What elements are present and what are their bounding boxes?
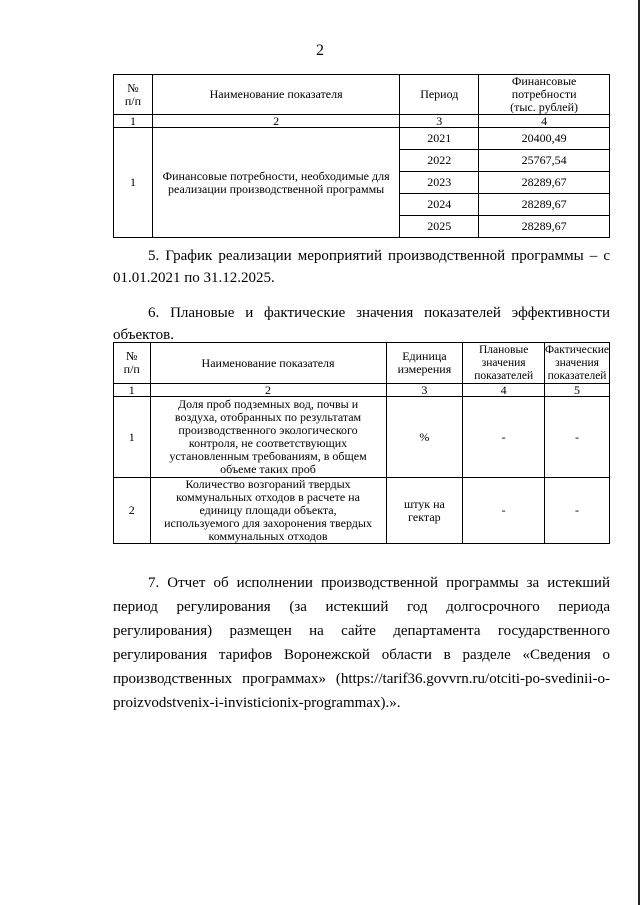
paragraph-report: 7. Отчет об исполнении производственной программы за истекший период регулирования (за истекший год долгосрочного периода регулирования) размещен на сайте департамента государственного регулирования тарифов Воронежской области в разделе «Сведения о производственных программах» (https://tarif36.govvrn.ru/otciti-po-svedinii-o-proizvodstvenix-i-invisticionix-programmax).». bbox=[113, 575, 610, 711]
table-header-row bbox=[114, 75, 610, 115]
table-row bbox=[114, 397, 610, 478]
table-row bbox=[114, 128, 610, 150]
period-year: 2021 bbox=[400, 128, 479, 150]
header-financial-needs: Финансовые потребности (тыс. рублей) bbox=[479, 75, 610, 115]
row-unit: % bbox=[386, 397, 463, 478]
header-actual-values: Фактические значения показателей bbox=[545, 343, 609, 382]
row-num: 1 bbox=[114, 128, 153, 238]
index-cell: 2 bbox=[150, 384, 386, 397]
index-cell: 1 bbox=[114, 115, 153, 128]
period-value: 28289,67 bbox=[479, 194, 610, 216]
efficiency-indicators-table bbox=[113, 342, 610, 544]
header-num: № п/п bbox=[114, 75, 153, 115]
period-value: 28289,67 bbox=[479, 216, 610, 238]
index-cell: 5 bbox=[545, 384, 610, 397]
period-year: 2022 bbox=[400, 150, 479, 172]
index-cell: 3 bbox=[400, 115, 479, 128]
table-index-row bbox=[114, 384, 610, 397]
header-planned-values: Плановые значения показателей bbox=[463, 343, 545, 384]
period-year: 2024 bbox=[400, 194, 479, 216]
period-year: 2023 bbox=[400, 172, 479, 194]
row-num: 1 bbox=[114, 397, 151, 478]
table-row bbox=[114, 478, 610, 544]
paragraph-schedule: 5. График реализации мероприятий производственной программы – с 01.01.2021 по 31.12.2025. bbox=[113, 248, 610, 286]
row-unit: штук на гектар bbox=[386, 478, 463, 544]
row-actual: - bbox=[545, 397, 610, 478]
header-indicator-name: Наименование показателя bbox=[150, 343, 386, 384]
header-period: Период bbox=[400, 75, 479, 115]
row-planned: - bbox=[463, 478, 545, 544]
row-num: 2 bbox=[114, 478, 151, 544]
period-year: 2025 bbox=[400, 216, 479, 238]
table-header-row bbox=[114, 343, 610, 384]
row-indicator-name: Доля проб подземных вод, почвы и воздуха, отобранных по результатам производственного экологического контроля, не соответствующих установленным требованиям, в общем объеме таких проб bbox=[150, 397, 386, 478]
index-cell: 4 bbox=[463, 384, 545, 397]
paragraph-efficiency-heading: 6. Плановые и фактические значения показателей эффективности объектов. bbox=[113, 305, 610, 343]
page-number: 2 bbox=[316, 42, 324, 59]
table-index-row bbox=[114, 115, 610, 128]
row-planned: - bbox=[463, 397, 545, 478]
index-cell: 4 bbox=[479, 115, 610, 128]
period-value: 20400,49 bbox=[479, 128, 610, 150]
index-cell: 1 bbox=[114, 384, 151, 397]
period-value: 25767,54 bbox=[479, 150, 610, 172]
header-unit: Единица измерения bbox=[386, 343, 463, 384]
row-indicator-name: Количество возгораний твердых коммунальных отходов в расчете на единицу площади объекта, используемого для захоронения твердых коммунальных отходов bbox=[150, 478, 386, 544]
row-indicator-name: Финансовые потребности, необходимые для реализации производственной программы bbox=[152, 128, 399, 238]
header-indicator-name: Наименование показателя bbox=[152, 75, 399, 115]
index-cell: 3 bbox=[386, 384, 463, 397]
period-value: 28289,67 bbox=[479, 172, 610, 194]
header-num: № п/п bbox=[114, 343, 151, 384]
row-actual: - bbox=[545, 478, 610, 544]
index-cell: 2 bbox=[152, 115, 399, 128]
financial-needs-table bbox=[113, 74, 610, 238]
